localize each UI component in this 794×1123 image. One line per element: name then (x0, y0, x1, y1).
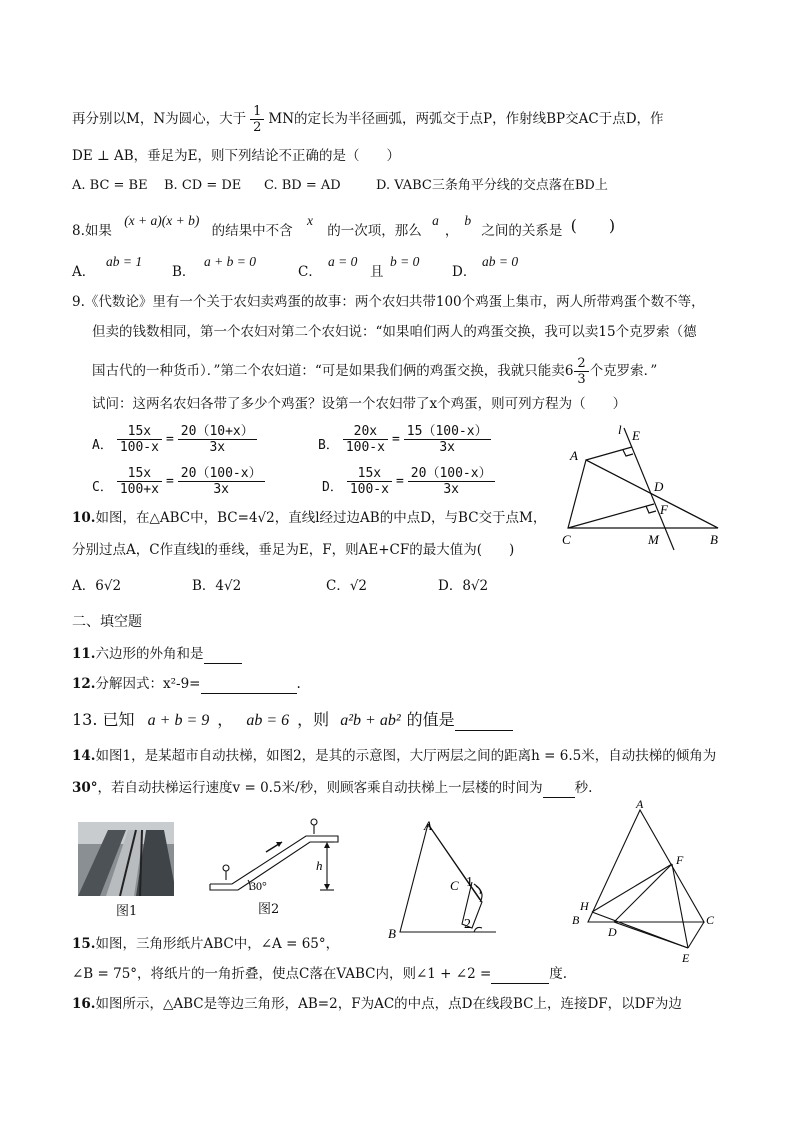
q13-expr1: a + b = 9 (147, 712, 210, 729)
q15-label-2: 2 (464, 917, 471, 932)
q13-expr3: a²b + ab² (340, 712, 401, 729)
q7-option-d: D. VABC三条角平分线的交点落在BD上 (376, 178, 608, 193)
q10-right-angle-f (646, 506, 656, 513)
q9-opt-a-label: A． (92, 438, 113, 453)
q7-frac-den: 2 (253, 120, 262, 135)
q16-label-h: H (580, 899, 589, 913)
q14-line2-text: ，若自动扶梯运行速度v = 0.5米/秒，则顾客乘自动扶梯上一层楼的时间为 (97, 780, 543, 796)
q9-opt-d-label: D． (322, 480, 343, 495)
q14-line2 (72, 778, 592, 798)
q10-label-a: A (570, 448, 578, 463)
q8-opt-d-label: D． (452, 264, 477, 280)
q9-line2: 但卖的钱数相同，第一个农妇对第二个农妇说：“如果咱们两人的鸡蛋交换，我可以卖15个克罗索（德 (92, 324, 697, 340)
q16-number: 16. (72, 996, 96, 1012)
q16-label-d: D (608, 925, 617, 939)
q9-mixed-num: 2 (574, 356, 588, 372)
section-fill-in-title: 二、填空题 (72, 614, 142, 630)
q8-opt-a-label: A． (72, 264, 96, 280)
q12-number: 12. (72, 676, 96, 692)
q10-triangle-abc (568, 460, 718, 528)
q9-opt-a-eq: = (165, 432, 174, 447)
q7-option-c: C. BD = AD (264, 178, 341, 193)
q10-right-angle-e (623, 450, 633, 456)
q16-segment-he (592, 912, 688, 948)
q8-var-a: a (432, 213, 439, 228)
q9-opt-c-rnum: 20（100-x） (178, 466, 265, 482)
q10-label-b: B (710, 532, 718, 547)
q9-opt-c-lfrac (117, 466, 162, 497)
q9-mixed-frac (574, 356, 588, 387)
q8-opt-b: a + b = 0 (204, 254, 256, 269)
q12-text: 分解因式：x²-9= (95, 676, 201, 692)
q10-option-a: A．6√2 (72, 578, 122, 594)
q15-label-a: A (424, 818, 432, 833)
q14-number: 14. (72, 748, 96, 764)
q15-line2 (72, 964, 567, 984)
q9-option-b (318, 424, 495, 455)
q10-number: 10. (72, 510, 96, 526)
q16-label-e: E (682, 951, 690, 965)
q9-option-d (322, 466, 499, 497)
q9-mixed-int: 6 (564, 363, 574, 379)
q9-opt-d-eq: = (395, 474, 404, 489)
figure-2-caption: 图2 (258, 902, 280, 917)
q14-line2-end: 秒. (574, 780, 593, 796)
q13-answer-blank[interactable] (455, 716, 513, 731)
q8-var-b: b (464, 213, 472, 228)
q12-end: . (296, 676, 301, 692)
q9-opt-c-label: C． (92, 480, 113, 495)
q15-label-1: 1 (466, 875, 473, 890)
q10-label-c: C (562, 532, 571, 547)
q9-opt-b-lden: 100-x (345, 440, 385, 455)
q9-line3-post: 个克罗索．” (589, 363, 658, 379)
q15-angle-1-arc (476, 886, 481, 894)
q9-opt-a-lfrac (117, 424, 162, 455)
q10-option-b: B．4√2 (192, 578, 242, 594)
q8-opt-a: ab = 1 (106, 254, 143, 269)
q16-line1-text: 如图所示，△ABC是等边三角形，AB=2，F为AC的中点，点D在线段BC上，连接DF，以DF为边 (95, 996, 682, 1012)
q15-figure (380, 816, 516, 942)
q14-line1-text: 如图1，是某超市自动扶梯，如图2，是其的示意图，大厅两层之间的距离h = 6.5米，自动扶梯的倾角为 (95, 748, 717, 764)
q9-opt-d-rden: 3x (443, 482, 460, 497)
q10-label-m: M (648, 532, 659, 547)
q10-label-e: E (632, 428, 640, 443)
q15-line1 (72, 934, 339, 954)
q9-opt-a-lden: 100-x (119, 440, 159, 455)
q9-opt-b-label: B． (318, 438, 339, 453)
q9-opt-d-lnum: 15x (347, 466, 392, 482)
q8-opt-c-mid: 且 (370, 264, 384, 280)
q10-line2: 分别过点A，C作直线l的垂线，垂足为E，F，则AE+CF的最大值为( ) (72, 542, 515, 558)
q7-frac-num: 1 (250, 104, 264, 120)
q7-line1 (72, 104, 664, 135)
q8-opt-d: ab = 0 (482, 254, 519, 269)
q8-mid1: 的结果中不含 (211, 223, 293, 239)
q13-expr2: ab = 6 (246, 712, 290, 729)
q9-opt-c-lden: 100+x (119, 482, 159, 497)
q9-opt-b-lfrac (343, 424, 388, 455)
h-arrow-down (324, 884, 330, 890)
q8-opt-b-label: B． (172, 264, 196, 280)
q11-answer-blank[interactable] (204, 649, 242, 664)
q15-label-b: B (388, 926, 396, 941)
q13 (72, 710, 513, 731)
q9-line3-pre: 国古代的一种货币）．”第二个农妇道：“可是如果我们俩的鸡蛋交换，我就只能卖 (92, 363, 565, 379)
q9-mixed-den: 3 (577, 372, 586, 387)
q8-var-x: x (306, 213, 313, 228)
q10-label-f: F (660, 502, 668, 517)
q16-triangle-abc (588, 810, 704, 922)
q8-opt-c2: b = 0 (390, 254, 420, 269)
figure-2-angle-label: 30° (250, 879, 267, 893)
escalator-photo (78, 822, 174, 896)
q16-label-f: F (676, 853, 684, 867)
q10-figure (560, 418, 730, 553)
q13-sep: ， (217, 710, 234, 729)
q11-number: 11. (72, 646, 96, 662)
q16-figure (568, 798, 718, 968)
q9-opt-c-lnum: 15x (117, 466, 162, 482)
q8-mid3: 之间的关系是 (481, 223, 563, 239)
h-arrow-up (324, 842, 330, 848)
q15-angle-2-arc (474, 928, 482, 933)
q7-option-a: A. BC = BE (72, 178, 148, 193)
figure-1-caption: 图1 (116, 904, 138, 919)
q13-pre: 13. 已知 (72, 710, 135, 729)
q8-stem: 8.如果 (x + a)(x + b) 的结果中不含 x 的一次项，那么 a，b 之间的关系是 ( ) (72, 213, 616, 239)
q15-number: 15. (72, 936, 96, 952)
q16-label-b: B (572, 913, 580, 927)
q9-opt-c-eq: = (165, 474, 174, 489)
q9-opt-d-lfrac (347, 466, 392, 497)
q9-line1: 9.《代数论》里有一个关于农妇卖鸡蛋的故事：两个农妇共带100个鸡蛋上集市，两人所带鸡蛋个数不等， (72, 294, 705, 310)
q10-figure-lines (568, 428, 718, 550)
q11-text: 六边形的外角和是 (95, 646, 204, 662)
q7-line1-text: 再分别以M，N为圆心，大于 (72, 111, 247, 127)
q10-line1-text: 如图，在△ABC中，BC=4√2，直线l经过边AB的中点D，与BC交于点M， (95, 510, 547, 526)
q9-opt-a-rden: 3x (209, 440, 226, 455)
q9-line4: 试问：这两名农妇各带了多少个鸡蛋？设第一个农妇带了x个鸡蛋，则可列方程为（ ） (92, 396, 627, 412)
q8-paren: ( ) (570, 216, 616, 235)
q10-option-c: C．√2 (326, 578, 368, 594)
q16-label-a: A (636, 798, 644, 811)
q13-mid: ，则 (297, 710, 330, 729)
q16-line1 (72, 994, 682, 1014)
q15-label-c: C (450, 878, 459, 893)
q15-line1-text: 如图，三角形纸片ABC中，∠A = 65°， (95, 936, 340, 952)
q7-options (72, 176, 608, 196)
q14-line1 (72, 746, 716, 766)
q7-line2: DE ⊥ AB，垂足为E，则下列结论不正确的是（ ） (72, 148, 400, 164)
person-bottom-head (223, 865, 229, 871)
q14-answer-blank[interactable] (543, 783, 575, 798)
q13-post: 的值是 (406, 710, 455, 729)
q9-opt-b-eq: = (391, 432, 400, 447)
q9-option-c (92, 466, 269, 497)
q9-opt-b-lnum: 20x (343, 424, 388, 440)
escalator-diagram (206, 814, 340, 894)
q10-label-d: D (654, 479, 664, 494)
q9-opt-d-rfrac (408, 466, 495, 497)
q16-segment-ec (688, 922, 704, 948)
q9-line3 (92, 356, 657, 387)
q9-opt-c-rfrac (178, 466, 265, 497)
q9-opt-b-rfrac (404, 424, 491, 455)
q10-label-l: l (618, 422, 622, 437)
q9-opt-a-rfrac (178, 424, 257, 455)
q7-option-b: B. CD = DE (164, 178, 242, 193)
q16-segment-fe (672, 864, 688, 948)
q8-prefix: 8.如果 (72, 223, 112, 239)
q10-option-d: D．8√2 (438, 578, 489, 594)
q8-expr: (x + a)(x + b) (124, 213, 200, 228)
person-top-head (311, 819, 317, 825)
q9-opt-b-rnum: 15（100-x） (404, 424, 491, 440)
figure-2-h-label: h (316, 858, 323, 873)
q9-opt-b-rden: 3x (439, 440, 456, 455)
q15-triangle-sides (400, 824, 496, 932)
q12-answer-blank[interactable] (201, 679, 297, 694)
q14-angle: 30° (72, 780, 98, 796)
q10-line1 (72, 508, 546, 528)
q9-opt-d-lden: 100-x (349, 482, 389, 497)
q15-line2-end: 度. (549, 966, 568, 982)
q10-segment-cf (568, 504, 654, 528)
q8-opt-c1: a = 0 (328, 254, 358, 269)
q15-fold (428, 824, 482, 928)
q16-label-c: C (706, 913, 715, 927)
q15-line2-text: ∠B = 75°，将纸片的一角折叠，使点C落在VABC内，则∠1 + ∠2 = (72, 966, 492, 982)
q8-mid2: 的一次项，那么 (327, 223, 422, 239)
q11 (72, 644, 242, 664)
q9-opt-a-rnum: 20（10+x） (178, 424, 257, 440)
q9-option-a (92, 424, 261, 455)
q8-opt-c-label: C． (298, 264, 322, 280)
q12 (72, 674, 301, 694)
q7-fraction (250, 104, 264, 135)
q9-opt-c-rden: 3x (213, 482, 230, 497)
q7-line1-after: MN的定长为半径画弧，两弧交于点P，作射线BP交AC于点D，作 (268, 111, 664, 127)
q9-opt-d-rnum: 20（100-x） (408, 466, 495, 482)
q9-opt-a-lnum: 15x (117, 424, 162, 440)
q15-answer-blank[interactable] (491, 969, 549, 984)
